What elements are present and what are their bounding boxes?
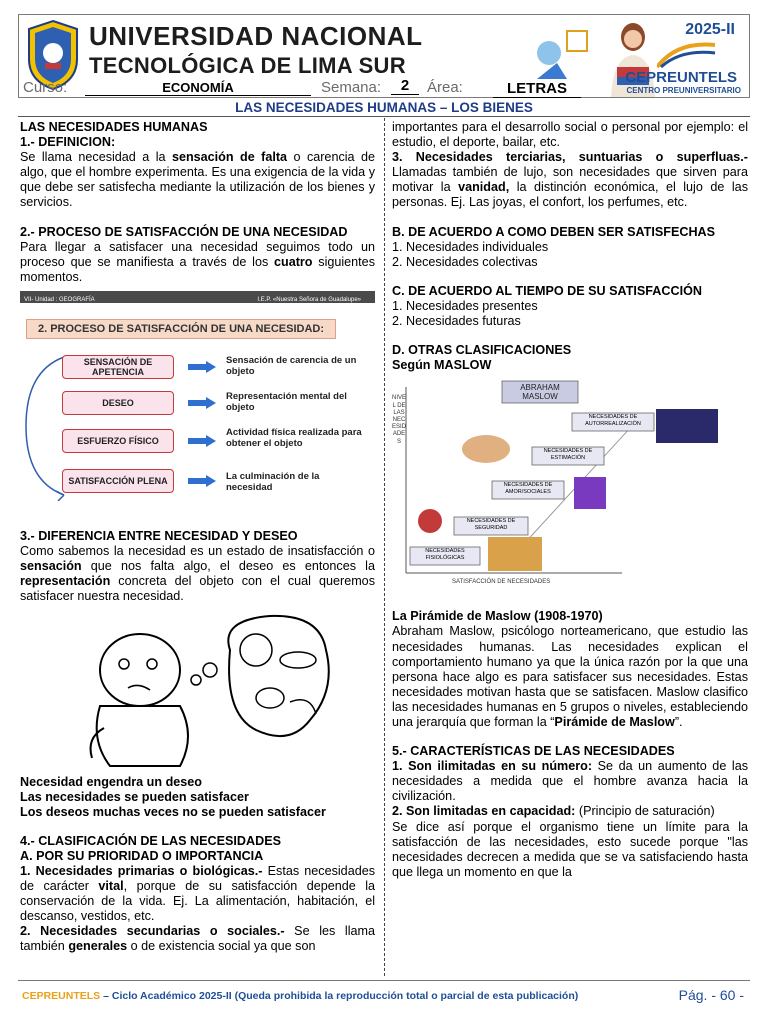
left-column: [20, 120, 375, 955]
arrow-right-icon: [188, 361, 216, 373]
cycle-badge: 2025-II: [685, 21, 735, 38]
diagram-bar-right: I.E.P. «Nuestra Señora de Guadalupe»: [257, 296, 361, 303]
statement-3: Los deseos muchas veces no se pueden satisfacer: [20, 804, 326, 819]
step-desc-1: Sensación de carencia de un objeto: [226, 354, 357, 377]
step-desc-2: Representación mental del objeto: [226, 390, 347, 413]
footer-notice: – Ciclo Académico 2025-II (Queda prohibida la reproducción total o parcial de esta publicación): [100, 990, 579, 1002]
area-value: LETRAS: [493, 80, 581, 98]
step-box-2: DESEO: [62, 391, 174, 415]
characteristics-heading: 5.- CARACTERÍSTICAS DE LAS NECESIDADES: [392, 744, 675, 759]
university-name-line1: UNIVERSIDAD NACIONAL: [89, 21, 423, 51]
pyramid-paragraph: Abraham Maslow, psicólogo norteamericano, que estudio las necesidades humanas. Las necesidades explican el comportamiento humano ya que la única razón por la que una persona hace algo es para satisfacer sus necesidades. Estas necesidades motivan hasta que se satisfacen. Maslow clasifico las necesidades humanas en 5 grupos o niveles, estableciendo una jerarquía que forman la “Pirámide de Maslow”.: [392, 624, 748, 729]
brand-name: CEPREUNTELS: [625, 69, 737, 86]
brand-subtitle: CENTRO PREUNIVERSITARIO: [626, 86, 741, 95]
page-number: Pág. - 60 -: [678, 987, 744, 1003]
step-box-3: ESFUERZO FÍSICO: [62, 429, 174, 453]
title-divider: [18, 116, 750, 117]
classification-heading: 4.- CLASIFICACIÓN DE LAS NECESIDADES: [20, 833, 281, 848]
diagram-bar-left: VII- Unidad : GEOGRAFÍA: [24, 296, 95, 303]
priority-subheading: A. POR SU PRIORIDAD O IMPORTANCIA: [20, 848, 264, 863]
footer-divider: [18, 980, 750, 981]
science-icons: [527, 23, 599, 85]
list-item: 1. Necesidades individuales: [392, 239, 549, 254]
maslow-pyramid-diagram: [392, 377, 748, 609]
maslow-level-3: NECESIDADES DE AMOR/SOCIALES: [503, 482, 553, 496]
week-value: 2: [391, 77, 419, 95]
step-desc-4: La culminación de la necesidad: [226, 470, 320, 493]
week-label: Semana:: [321, 79, 382, 96]
section-heading: LAS NECESIDADES HUMANAS: [20, 120, 208, 134]
saturation-paragraph: Se dice así porque el organismo tiene un límite para la satisfacción de las necesidades, esto sucede porque "las necesidades decrecen a medida que se va satisfaciendo hasta que llega un momento en que la: [392, 819, 748, 879]
course-info-row: [23, 79, 583, 99]
column-divider: [384, 118, 385, 976]
course-label: Curso:: [23, 79, 68, 96]
characteristic-1: 1. Son ilimitadas en su número: Se da un aumento de las necesidades a medida que el hombre avanza hacia la civilización.: [392, 759, 748, 804]
time-satisfaction-heading: C. DE ACUERDO AL TIEMPO DE SU SATISFACCIÓN: [392, 283, 702, 298]
difference-paragraph: Como sabemos la necesidad es un estado de insatisfacción o sensación que nos falta algo, el deseo es entonces la representación concreta del objeto con el cual queremos satisfacer nuestra necesidad.: [20, 544, 375, 604]
step-box-4: SATISFACCIÓN PLENA: [62, 469, 174, 493]
list-item: 2. Necesidades futuras: [392, 314, 521, 329]
secondary-needs-continuation: importantes para el desarrollo social o personal por ejemplo: el estudio, el deporte, bailar, etc.: [392, 120, 748, 150]
maslow-level-1: NECESIDADES FISIOLÓGICAS: [425, 548, 465, 562]
page-header: [18, 14, 750, 98]
area-label: Área:: [427, 79, 463, 96]
child-craving-food-illustration: [20, 610, 375, 770]
page-title: LAS NECESIDADES HUMANAS – LOS BIENES: [235, 100, 533, 115]
process-diagram: [20, 291, 375, 527]
cepre-banner: [527, 17, 747, 97]
footer-text: [22, 990, 578, 1002]
university-name-line2: TECNOLÓGICA DE LIMA SUR: [89, 53, 406, 78]
pyramid-heading: La Pirámide de Maslow (1908-1970): [392, 609, 603, 624]
statement-2: Las necesidades se pueden satisfacer: [20, 789, 249, 804]
process-heading: 2.- PROCESO DE SATISFACCIÓN DE UNA NECESIDAD: [20, 224, 348, 239]
other-classifications-heading: D. OTRAS CLASIFICACIONES: [392, 343, 572, 358]
list-item: 2. Necesidades colectivas: [392, 254, 538, 269]
process-paragraph: Para llegar a satisfacer una necesidad seguimos todo un proceso que se manifiesta a través de los cuatro siguientes momentos.: [20, 239, 375, 284]
course-value: ECONOMÍA: [85, 80, 311, 96]
diagram-source-bar: [20, 291, 375, 303]
definition-paragraph: Se llama necesidad a la sensación de falta o carencia de algo, que el hombre experimenta. Es una exigencia de la vida y que debe ser satisfecha mediante la utilización de los bienes y servicios.: [20, 150, 375, 210]
tertiary-needs-paragraph: 3. Necesidades terciarias, suntuarias o superfluas.- Llamadas también de lujo, son necesidades que sirven para motivar la vanidad, la distinción económica, el lujo de las personas. Ej. Las joyas, el confort, los perfumes, etc.: [392, 150, 748, 210]
arrow-right-icon: [188, 475, 216, 487]
maslow-level-4: NECESIDADES DE ESTIMACIÓN: [543, 448, 593, 462]
maslow-y-axis-label: NIVEL DE LAS NECESIDADES: [392, 395, 407, 445]
step-box-1: SENSACIÓN DE APETENCIA: [62, 355, 174, 379]
right-column: [392, 120, 748, 880]
maslow-x-axis-label: SATISFACCIÓN DE NECESIDADES: [452, 579, 551, 586]
brand-swoosh-icon: [657, 39, 717, 69]
diagram-title: 2. PROCESO DE SATISFACCIÓN DE UNA NECESIDAD:: [26, 319, 336, 339]
maslow-subheading: Según MASLOW: [392, 358, 492, 373]
characteristic-2: 2. Son limitadas en capacidad: (Principio de saturación): [392, 804, 715, 819]
arrow-right-icon: [188, 397, 216, 409]
list-item: 1. Necesidades presentes: [392, 298, 538, 313]
secondary-needs-paragraph: 2. Necesidades secundarias o sociales.- Se les llama también generales o de existencia social ya que son: [20, 924, 375, 954]
maslow-title-box: ABRAHAM MASLOW: [520, 383, 560, 402]
arrow-right-icon: [188, 435, 216, 447]
statement-1: Necesidad engendra un deseo: [20, 774, 202, 789]
maslow-level-5: NECESIDADES DE AUTORREALIZACIÓN: [585, 414, 641, 428]
primary-needs-paragraph: 1. Necesidades primarias o biológicas.- Estas necesidades de carácter vital, porque de su satisfacción depende la conservación de la vida. Ej. La alimentación, habitación, el descanso, vestidos, etc.: [20, 863, 375, 924]
how-satisfied-heading: B. DE ACUERDO A COMO DEBEN SER SATISFECHAS: [392, 224, 716, 239]
definition-heading: 1.- DEFINICION:: [20, 135, 116, 150]
difference-heading: 3.- DIFERENCIA ENTRE NECESIDAD Y DESEO: [20, 528, 298, 543]
step-desc-3: Actividad física realizada para obtener el objeto: [226, 426, 362, 449]
maslow-level-2: NECESIDADES DE SEGURIDAD: [466, 518, 516, 532]
footer-brand: CEPREUNTELS: [22, 990, 101, 1002]
